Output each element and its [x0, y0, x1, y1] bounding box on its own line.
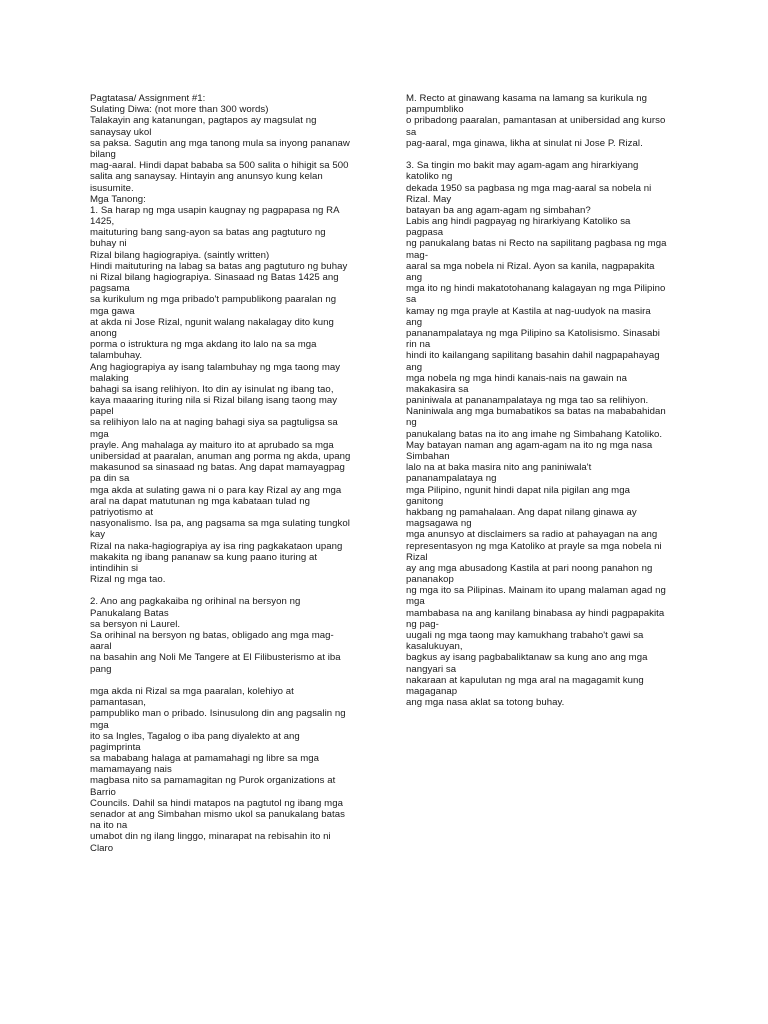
text-line: mga Pilipino, ngunit hindi dapat nila pigilan ang mga [406, 484, 630, 496]
text-line: nakaraan at kapulutan ng mga aral na magagamit kung [406, 674, 644, 686]
text-line: buhay ni [90, 238, 127, 250]
text-line: ng pag- [406, 618, 439, 630]
text-line: sa [406, 294, 417, 306]
text-line: Councils. Dahil sa hindi matapos na pagtutol ng ibang mga [90, 797, 343, 809]
text-line: pamantasan, [90, 697, 147, 709]
text-line: kasalukuyan, [406, 641, 463, 653]
text-line: mamamayang nais [90, 764, 172, 776]
text-line: pampubliko man o pribado. Isinusulong din ang pagsalin ng [90, 708, 346, 720]
text-line: kaya maaaring ituring nila si Rizal bilang isang taong may [90, 395, 338, 407]
text-line: Panukalang Batas [90, 607, 169, 619]
text-line: ang [406, 316, 423, 328]
text-line: Rizal. May [406, 193, 452, 205]
text-line: na ito na [90, 820, 128, 832]
text-line: mag- [406, 249, 429, 261]
text-line: ng panukalang batas ni Recto na sapilitang pagbasa ng mga [406, 238, 667, 250]
text-line: sa bersyon ni Laurel. [90, 618, 181, 630]
text-line: makakasira sa [406, 383, 469, 395]
text-line: mga [90, 719, 109, 731]
text-line: ganitong [406, 495, 444, 507]
text-line: paniniwala at pananampalataya ng mga tao sa relihiyon. [406, 395, 649, 407]
text-line: M. Recto at ginawang kasama na lamang sa kurikula ng [406, 93, 647, 104]
text-line: aaral sa mga nobela ni Rizal. Ayon sa kanila, nagpapakita [406, 260, 655, 272]
text-line: Rizal bilang hagiograpiya. (saintly written) [90, 249, 270, 261]
text-line: representasyon ng mga Katoliko at prayle sa mga nobela ni [406, 540, 662, 552]
text-line: unibersidad at paaralan, anuman ang porma ng akda, upang [90, 451, 351, 462]
text-line: bagkus ay isang pagbabaliktanaw sa kung ano ang mga [406, 652, 648, 664]
text-line: aral na dapat matutunan ng mga kabataan tulad ng [90, 495, 311, 507]
text-line: 1. Sa harap ng mga usapin kaugnay ng pagpapasa ng RA [90, 204, 340, 216]
text-line: sa mababang halaga at pamamahagi ng libre sa mga [90, 753, 320, 765]
text-line: mga akda ni Rizal sa mga paaralan, kolehiyo at [90, 685, 294, 697]
text-line: mga anunsyo at disclaimers sa radio at pahayagan na ang [406, 529, 658, 541]
text-line: mag-aaral. Hindi dapat bababa sa 500 salita o hihigit sa 500 [90, 160, 349, 172]
text-line: mga ito ng hindi makatotohanang kalagayan ng mga Pilipino [406, 283, 666, 295]
text-line: ang mga nasa aklat sa totong buhay. [406, 697, 565, 709]
text-line: anong [90, 327, 117, 339]
right-text-column [406, 93, 706, 708]
text-line: ang [406, 361, 423, 373]
text-line: uugali ng mga taong may kamukhang trabaho't gawi sa [406, 630, 644, 641]
text-line: maituturing bang sang-ayon sa batas ang pagtuturo ng [90, 227, 326, 239]
text-line: ito sa Ingles, Tagalog o iba pang diyalekto at ang [90, 730, 300, 742]
text-line: papel [90, 406, 114, 418]
text-line: na basahin ang Noli Me Tangere at El Filibusterismo at iba [90, 652, 341, 664]
text-line: mga nobela ng mga hindi kanais-nais na gawain na [406, 372, 628, 384]
text-line: magbasa nito sa pamamagitan ng Purok organizations at [90, 775, 336, 787]
text-line [406, 149, 706, 160]
text-line: senador at ang Simbahan mismo ukol sa panukalang batas [90, 809, 345, 820]
text-line: sa kurikulum ng mga pribado't pampublikong paaralan ng [90, 294, 337, 306]
text-line: dekada 1950 sa pagbasa ng mga mag-aaral sa nobela ni [406, 182, 652, 194]
text-line: pagpasa [406, 227, 444, 239]
text-line: o pribadong paaralan, pamantasan at unibersidad ang kurso [406, 115, 666, 127]
text-line: pag-aaral, mga ginawa, likha at sinulat ni Jose P. Rizal. [406, 137, 643, 149]
text-line: Sulating Diwa: (not more than 300 words) [90, 104, 269, 116]
text-line: sa relihiyon lalo na at naging bahagi siya sa pagtuligsa sa [90, 417, 338, 429]
text-line: salita ang sanaysay. Hintayin ang anunsyo kung kelan [90, 171, 323, 183]
text-line: pananampalataya ng mga Pilipino sa Katolisismo. Sinasabi [406, 327, 660, 339]
text-line: makasunod sa sinasaad ng batas. Ang dapat mamayagpag [90, 462, 345, 474]
text-line: talambuhay. [90, 350, 143, 362]
text-line [90, 585, 390, 596]
text-line: nangyari sa [406, 663, 457, 675]
text-line: umabot din ng ilang linggo, minarapat na rebisahin ito ni [90, 831, 331, 843]
text-line: pananampalataya ng [406, 473, 497, 485]
text-line: 3. Sa tingin mo bakit may agam-agam ang hirarkiyang [406, 160, 639, 172]
text-line: ng mga ito sa Pilipinas. Mainam ito upang malaman agad ng [406, 585, 666, 597]
text-line: pang [90, 663, 112, 675]
text-line: isusumite. [90, 182, 134, 194]
text-line: pa din sa [90, 473, 130, 485]
text-line: ng [406, 417, 417, 429]
text-line: prayle. Ang mahalaga ay maituro ito at aprubado sa mga [90, 439, 334, 451]
text-line: mga gawa [90, 305, 135, 317]
text-line: bahagi sa isang relihiyon. Ito din ay isinulat ng ibang tao, [90, 383, 334, 395]
text-line [90, 675, 390, 686]
text-line: May batayan naman ang agam-agam na ito ng mga nasa [406, 439, 653, 451]
text-line: kamay ng mga prayle at Kastila at nag-uudyok na masira [406, 305, 651, 317]
text-line: rin na [406, 339, 431, 351]
text-line: sa paksa. Sagutin ang mga tanong mula sa inyong pananaw [90, 137, 350, 149]
text-line: malaking [90, 372, 129, 384]
text-line: ni Rizal bilang hagiograpiya. Sinasaad ng Batas 1425 ang [90, 272, 339, 283]
text-line: intindihin si [90, 562, 139, 574]
text-line: sanaysay ukol [90, 126, 152, 138]
text-line: Labis ang hindi pagpayag ng hirarkiyang Katoliko sa [406, 216, 631, 228]
text-line: lalo na at baka masira nito ang paniniwala't [406, 462, 592, 474]
left-text-column [90, 93, 390, 854]
text-line: ay ang mga abusadong Kastila at pari noong panahon ng [406, 562, 653, 574]
text-line: Barrio [90, 786, 116, 798]
text-line: Ang hagiograpiya ay isang talambuhay ng mga taong may [90, 361, 341, 373]
text-line: Talakayin ang katanungan, pagtapos ay magsulat ng [90, 115, 317, 127]
text-line: magsagawa ng [406, 518, 472, 530]
text-line: 2. Ano ang pagkakaiba ng orihinal na bersyon ng [90, 596, 301, 608]
text-line: pananakop [406, 574, 454, 586]
text-line: kay [90, 529, 106, 541]
text-line: panukalang batas na ito ang imahe ng Simbahang Katoliko. [406, 428, 663, 440]
text-line: porma o istruktura ng mga akdang ito lalo na sa mga [90, 339, 317, 351]
text-line: Mga Tanong: [90, 193, 146, 205]
text-line: Pagtatasa/ Assignment #1: [90, 93, 206, 104]
text-line: katoliko ng [406, 171, 453, 183]
text-line: patriyotismo at [90, 506, 154, 518]
text-line: ang [406, 272, 423, 283]
text-line: Rizal ng mga tao. [90, 574, 166, 586]
text-line: mga [90, 428, 109, 440]
text-line: pampumbliko [406, 104, 464, 116]
text-line: Sa orihinal na bersyon ng batas, obligado ang mga mag- [90, 630, 334, 641]
text-line: 1425, [90, 216, 115, 228]
text-line: Simbahan [406, 451, 450, 462]
text-line: pagsama [90, 283, 130, 295]
text-line: Naniniwala ang mga bumabatikos sa batas na mababahidan [406, 406, 666, 418]
text-line: mga akda at sulating gawa ni o para kay Rizal ay ang mga [90, 484, 342, 496]
text-line: hindi ito kailangang sapilitang basahin dahil nagpapahayag [406, 350, 660, 362]
text-line: Rizal [406, 551, 428, 563]
text-line: hakbang ng pamahalaan. Ang dapat nilang ginawa ay [406, 506, 637, 518]
text-line: pagimprinta [90, 741, 141, 753]
text-line: aaral [90, 641, 112, 653]
text-line: magaganap [406, 685, 458, 697]
text-line: Rizal na naka-hagiograpiya ay isa ring pagkakataon upang [90, 540, 343, 552]
text-line: mambabasa na ang kanilang binabasa ay hindi pagpapakita [406, 607, 665, 619]
text-line: nasyonalismo. Isa pa, ang pagsama sa mga sulating tungkol [90, 518, 350, 530]
text-line: makakita ng ibang pananaw sa kung paano ituring at [90, 551, 318, 563]
text-line: Hindi maituturing na labag sa batas ang pagtuturo ng buhay [90, 260, 348, 272]
text-line: mga [406, 596, 425, 608]
text-line: bilang [90, 148, 116, 160]
text-line: sa [406, 126, 417, 138]
text-line: Claro [90, 842, 114, 854]
text-line: batayan ba ang agam-agam ng simbahan? [406, 204, 591, 216]
text-line: at akda ni Jose Rizal, ngunit walang nakalagay dito kung [90, 316, 334, 328]
